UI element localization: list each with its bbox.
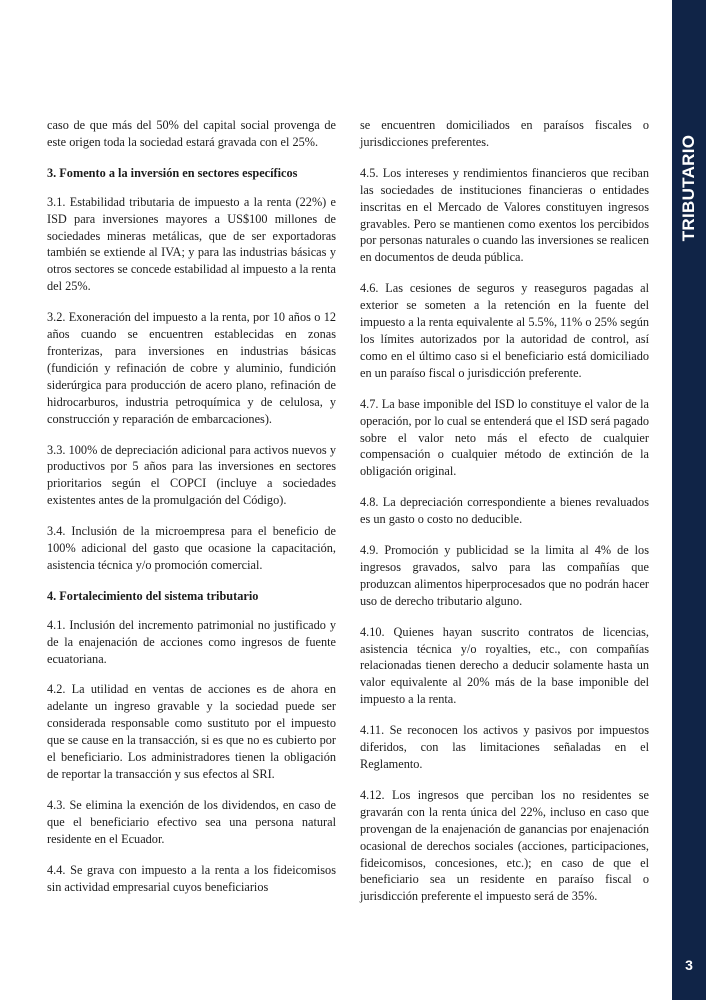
paragraph-4-8: 4.8. La depreciación correspondiente a bienes revaluados es un gasto o costo no deducible. bbox=[360, 495, 649, 527]
paragraph-3-1: 3.1. Estabilidad tributaria de impuesto a la renta (22%) e ISD para inversiones mayores a US$100 millones de sociedades mineras metálicas, que de ser exportadoras también se extiende al IVA; y para las industrias básicas y otros sectores se concede estabilidad al impuesto a la renta del 25%. bbox=[47, 194, 336, 294]
left-column bbox=[47, 117, 336, 909]
paragraph-4-12: 4.12. Los ingresos que perciban los no residentes se gravarán con la renta única del 22%, incluso en caso que provengan de la enajenación de ganancias por enajenación ocasional de derechos sociales (acciones, participaciones, fideicomisos, concesiones, etc.); en caso de que el beneficiario sea un residente en paraíso fiscal o jurisdicción preferente el impuesto será de 35%. bbox=[360, 787, 649, 904]
section-tab bbox=[672, 0, 706, 330]
section-sidebar bbox=[672, 0, 706, 1000]
paragraph-3-3: 3.3. 100% de depreciación adicional para activos nuevos y productivos por 5 años para las inversiones en sectores prioritarios según el COPCI (incluye a sociedades existentes antes de la promulgación del Código). bbox=[47, 442, 336, 508]
section-label: TRIBUTARIO bbox=[679, 134, 698, 242]
paragraph-4-7: 4.7. La base imponible del ISD lo constituye el valor de la operación, por lo cual se entenderá que el ISD será pagado sobre el valor neto más el efecto de cualquier compensación o cualquier método de extinción de la obligación original. bbox=[360, 396, 649, 479]
paragraph-4-10: 4.10. Quienes hayan suscrito contratos de licencias, asistencia técnica y/o royalties, etc., con compañías relacionadas tienen derecho a deducir solamente hasta un valor equivalente al 20% más de la base imponible del impuesto a la renta. bbox=[360, 624, 649, 707]
section-heading-3: 3. Fomento a la inversión en sectores específicos bbox=[47, 165, 298, 180]
section-heading-4: 4. Fortalecimiento del sistema tributario bbox=[47, 588, 259, 603]
page-number: 3 bbox=[685, 957, 693, 973]
paragraph-3-2: 3.2. Exoneración del impuesto a la renta, por 10 años o 12 años cuando se encuentren establecidas en zonas fronterizas, para inversiones en industrias básicas (fundición y refinación de cobre y aluminio, fundición siderúrgica para producción de acero plano, refinación de hidrocarburos, industria petroquímica y de celulosa, y construcción y reparación de embarcaciones). bbox=[47, 310, 336, 426]
right-column bbox=[360, 117, 649, 919]
paragraph-continuation: se encuentren domiciliados en paraísos fiscales o jurisdicciones preferentes. bbox=[360, 118, 649, 149]
paragraph-4-5: 4.5. Los intereses y rendimientos financieros que reciban las sociedades de instituciones financieras o entidades inscritas en el Mercado de Valores constituyen ingresos gravables. Pero se mantienen como exentos los percibidos por personas naturales o cuando las inversiones se realicen en documentos de deuda pública. bbox=[360, 165, 649, 265]
paragraph-4-6: 4.6. Las cesiones de seguros y reaseguros pagadas al exterior se someten a la retención en la fuente del impuesto a la renta equivalente al 5.5%, 11% o 25% según los límites autorizados por la autoridad de control, así como en el último caso si el beneficiario está domiciliado en un paraíso fiscal o jurisdicción preferente. bbox=[360, 281, 649, 380]
paragraph-4-2: 4.2. La utilidad en ventas de acciones es de ahora en adelante un ingreso gravable y la sociedad puede ser considerada responsable como sustituto por el impuesto que se cause en la transacción, si es que no es cubierto por el beneficiario. Los administradores tienen la obligación de reportar la transacción y sus efectos al SRI. bbox=[47, 682, 336, 781]
paragraph-4-9: 4.9. Promoción y publicidad se la limita al 4% de los ingresos gravados, salvo para las compañías que produzcan alimentos hiperprocesados que no podrán hacer uso de derecho tributario alguno. bbox=[360, 543, 649, 608]
paragraph-3-4: 3.4. Inclusión de la microempresa para el beneficio de 100% adicional del gasto que ocasione la capacitación, asistencia técnica y/o promoción comercial. bbox=[47, 524, 336, 572]
paragraph-4-3: 4.3. Se elimina la exención de los dividendos, en caso de que el beneficiario efectivo sea una persona natural residente en el Ecuador. bbox=[47, 797, 336, 846]
paragraph-continuation: caso de que más del 50% del capital social provenga de este origen toda la sociedad estará gravada con el 25%. bbox=[47, 118, 336, 149]
paragraph-4-11: 4.11. Se reconocen los activos y pasivos por impuestos diferidos, con las limitaciones señaladas en el Reglamento. bbox=[360, 723, 649, 771]
paragraph-4-4: 4.4. Se grava con impuesto a la renta a los fideicomisos sin actividad empresarial cuyos beneficiarios bbox=[47, 862, 336, 894]
paragraph-4-1: 4.1. Inclusión del incremento patrimonial no justificado y de la enajenación de acciones como ingresos de fuente ecuatoriana. bbox=[47, 617, 336, 666]
